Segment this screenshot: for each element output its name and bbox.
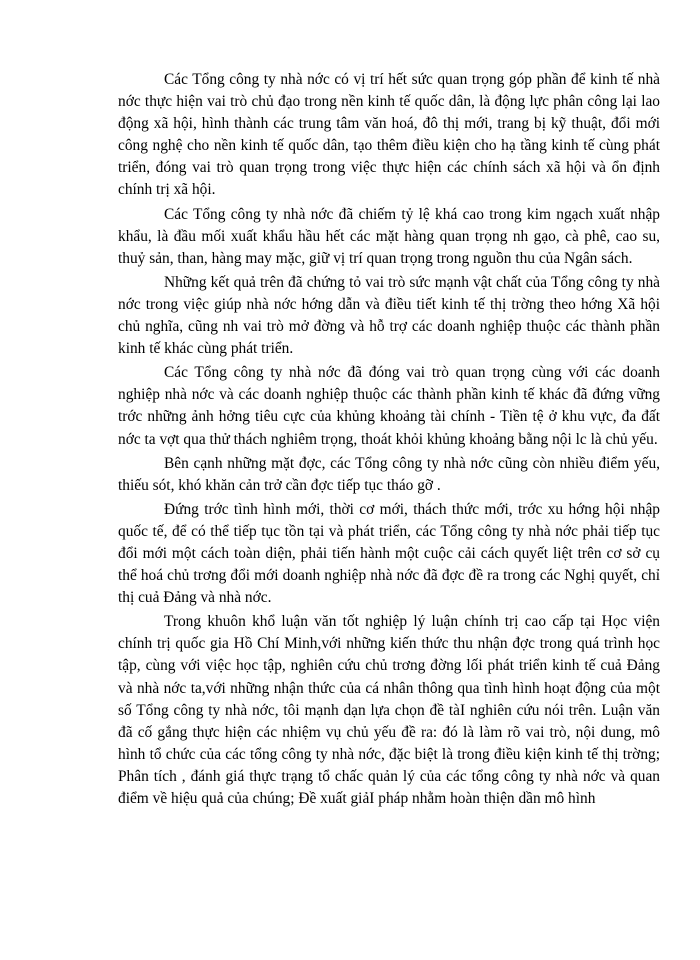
body-text [118,69,660,812]
paragraph-4: Các Tổng công ty nhà nớc đã đóng vai trò quan trọng cùng với các doanh nghiệp nhà nớc và các doanh nghiệp thuộc các thành phần kinh tế khác đã đứng vững trớc những ảnh hởng tiêu cực của khủng khoảng tài chính - Tiền tệ ở khu vực, đa đất nớc ta vợt qua thử thách nghiêm trọng, thoát khỏi khủng khoảng bằng nội lc là chủ yếu. [118,364,660,448]
paragraph-6: Đứng trớc tình hình mới, thời cơ mới, thách thức mới, trớc xu hớng hội nhập quốc tế, để có thể tiếp tục tồn tại và phát triển, các Tổng công ty nhà nớc phải tiếp tục đổi mới một cách toàn diện, phải tiến hành một cuộc cải cách quyết liệt trên cơ sở cụ thể hoá chủ trơng đổi mới doanh nghiệp nhà nớc đã đợc đề ra trong các Nghị quyết, chỉ thị cuả Đảng và nhà nớc. [118,500,660,607]
paragraph-5: Bên cạnh những mặt đợc, các Tổng công ty nhà nớc cũng còn nhiều điểm yếu, thiếu sót, khó khăn cản trở cần đợc tiếp tục tháo gỡ . [118,454,660,494]
paragraph-2: Các Tổng công ty nhà nớc đã chiếm tỷ lệ khá cao trong kim ngạch xuất nhập khẩu, là đầu mối xuất khẩu hầu hết các mặt hàng quan trọng nh gạo, cà phê, cao su, thuỷ sản, than, hàng may mặc, giữ vị trí quan trọng trong nguồn thu của Ngân sách. [118,205,660,267]
paragraph-7: Trong khuôn khổ luận văn tốt nghiệp lý luận chính trị cao cấp tại Học viện chính trị quốc gia Hồ Chí Minh,với những kiến thức thu nhận đợc trong quá trình học tập, cùng với việc học tập, nghiên cứu chủ trơng đờng lối phát triển kinh tế cuả Đảng và nhà nớc ta,với những nhận thức của cá nhân thông qua tình hình hoạt động của một số Tổng công ty nhà nớc, tôi mạnh dạn lựa chọn đề tàI nghiên cứu nói trên. Luận văn đã cố gắng thực hiện các nhiệm vụ chủ yếu đề ra: đó là làm rõ vai trò, nội dung, mô hình tổ chức của các tổng công ty nhà nớc, đặc biệt là trong điều kiện kinh tế thị trờng; Phân tích , đánh giá thực trạng tổ chấc quản lý của các tổng công ty nhà nớc và quan điểm về hiệu quả của chúng; Đề xuất giảI pháp nhằm hoàn thiện dần mô hình [118,613,660,807]
paragraph-1: Các Tổng công ty nhà nớc có vị trí hết sức quan trọng góp phần để kinh tế nhà nớc thực hiện vai trò chủ đạo trong nền kinh tế quốc dân, là động lực phân công lại lao động xã hội, hình thành các trung tâm văn hoá, đô thị mới, trang bị kỹ thuật, đổi mới công nghệ cho nền kinh tế quốc dân, tạo thêm điều kiện cho hạ tầng kinh tế cùng phát triển, đóng vai trò quan trọng trong việc thực hiện các chính sách xã hội và ổn định chính trị xã hội. [118,71,660,199]
paragraph-3: Những kết quả trên đã chứng tỏ vai trò sức mạnh vật chất của Tổng công ty nhà nớc trong việc giúp nhà nớc hớng dẫn và điều tiết kinh tế thị trờng theo hớng Xã hội chủ nghĩa, cũng nh vai trò mở đờng và hỗ trợ các doanh nghiệp thuộc các thành phần kinh tế khác cùng phát triển. [118,273,660,358]
